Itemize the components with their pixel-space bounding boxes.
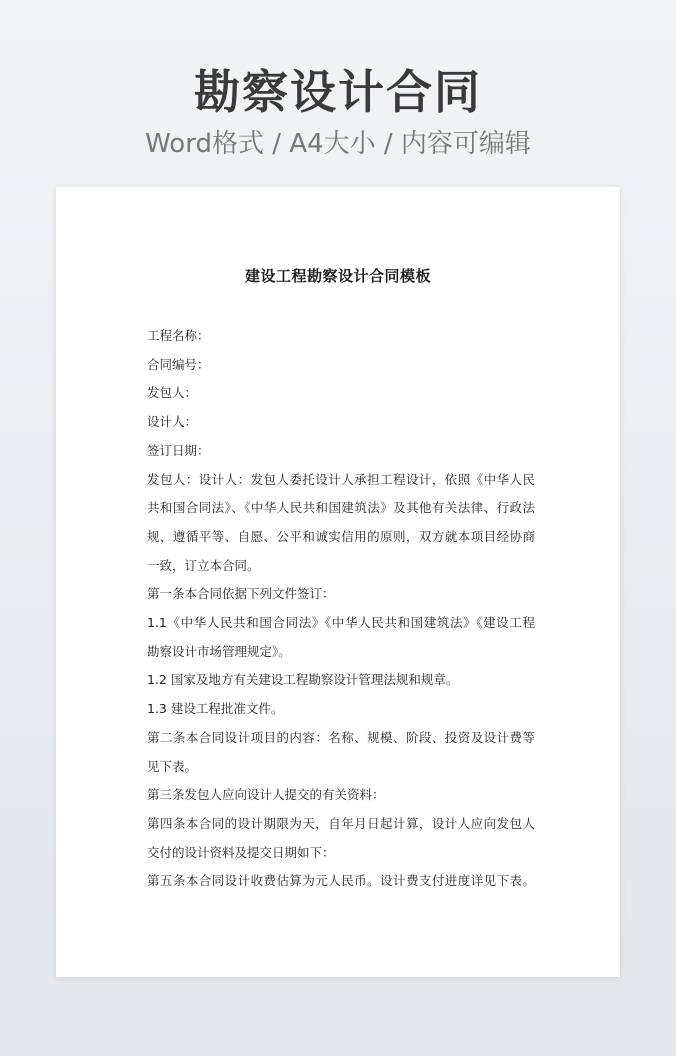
doc-line-preamble-2: 共和国合同法》、《中华人民共和国建筑法》及其他有关法律、行政法: [147, 500, 535, 516]
doc-line-article-4b: 交付的设计资料及提交日期如下：: [147, 844, 335, 860]
document-body: [147, 322, 535, 896]
doc-line-signing-date: 签订日期：: [147, 442, 210, 458]
doc-line-project-name: 工程名称：: [147, 328, 210, 343]
doc-line-article-1-3: 1.3 建设工程批准文件。: [147, 701, 284, 717]
doc-line-article-1: 第一条本合同依据下列文件签订：: [147, 586, 335, 602]
doc-line-article-2b: 见下表。: [147, 758, 198, 774]
banner-title: 勘察设计合同: [194, 65, 482, 119]
doc-line-preamble-4: 一致，订立本合同。: [147, 557, 260, 573]
doc-line-article-3: 第三条发包人应向设计人提交的有关资料：: [147, 787, 385, 803]
doc-line-article-1-2: 1.2 国家及地方有关建设工程勘察设计管理法规和规章。: [147, 672, 459, 688]
doc-line-article-2a: 第二条本合同设计项目的内容：名称、规模、阶段、投资及设计费等: [147, 729, 535, 745]
doc-line-preamble-1: 发包人：设计人：发包人委托设计人承担工程设计，依照《中华人民: [147, 471, 535, 487]
doc-line-article-1-1b: 勘察设计市场管理规定》。: [147, 643, 291, 659]
banner: [0, 60, 676, 162]
doc-line-employer: 发包人：: [147, 385, 198, 401]
banner-subtitle: Word格式 / A4大小 / 内容可编辑: [145, 129, 531, 159]
doc-line-designer: 设计人：: [147, 414, 198, 430]
doc-line-article-5: 第五条本合同设计收费估算为元人民币。设计费支付进度详见下表。: [147, 873, 535, 889]
document-page: [56, 187, 620, 977]
doc-line-contract-number: 合同编号：: [147, 356, 210, 372]
doc-line-article-1-1a: 1.1《中华人民共和国合同法》《中华人民共和国建筑法》《建设工程: [147, 615, 535, 631]
doc-line-preamble-3: 规，遵循平等、自愿、公平和诚实信用的原则，双方就本项目经协商: [147, 528, 535, 544]
document-title: 建设工程勘察设计合同模板: [244, 267, 431, 285]
doc-line-article-4a: 第四条本合同的设计期限为天，自年月日起计算，设计人应向发包人: [147, 815, 535, 831]
